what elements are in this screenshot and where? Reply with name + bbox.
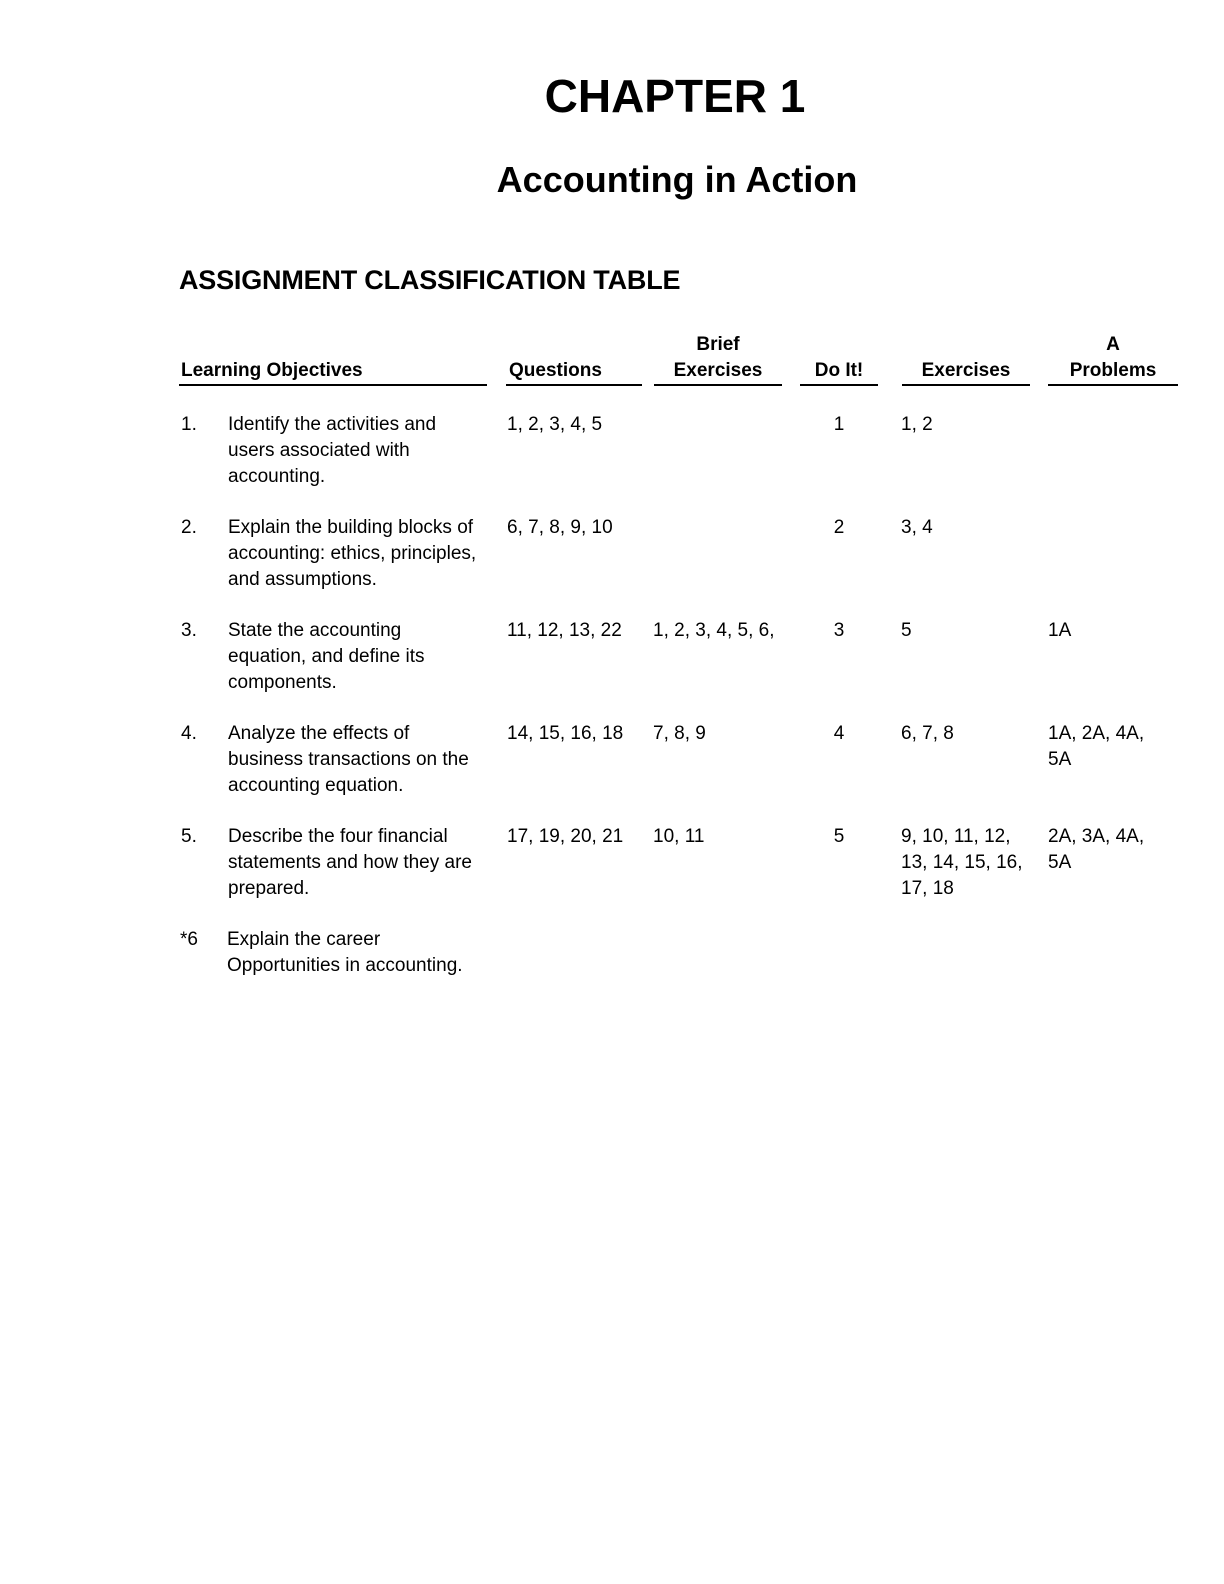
row-brief-exercises: 1, 2, 3, 4, 5, 6, — [653, 620, 775, 641]
row-exercises: 1, 2 — [901, 414, 933, 435]
row-a-problems: 1A, 2A, 4A, 5A — [1048, 723, 1145, 770]
row-doit: 5 — [833, 826, 845, 847]
header-learning-objectives-label: Learning Objectives — [181, 360, 363, 381]
header-brief-top: Brief — [696, 334, 740, 355]
row-exercises: 6, 7, 8 — [901, 723, 954, 744]
row-questions: 17, 19, 20, 21 — [507, 826, 624, 847]
chapter-subtitle: Accounting in Action — [496, 159, 858, 200]
row-brief-exercises: 7, 8, 9 — [653, 723, 706, 744]
row-objective: State the accounting equation, and define its components. — [228, 620, 425, 693]
section-heading: ASSIGNMENT CLASSIFICATION TABLE — [179, 265, 681, 295]
chapter-title: CHAPTER 1 — [544, 70, 806, 122]
row-questions: 11, 12, 13, 22 — [507, 620, 622, 641]
row-doit: 3 — [833, 620, 845, 641]
row-questions: 1, 2, 3, 4, 5 — [507, 414, 603, 435]
row-objective: Describe the four financial statements and how they are prepared. — [228, 826, 472, 899]
row-doit: 2 — [833, 517, 845, 538]
header-a-top: A — [1106, 334, 1120, 355]
row-number: 2. — [181, 517, 197, 538]
row-exercises: 3, 4 — [901, 517, 933, 538]
row-a-problems: 2A, 3A, 4A, 5A — [1048, 826, 1145, 873]
header-doit — [800, 358, 878, 386]
row-number: 1. — [181, 414, 197, 435]
row-questions: 6, 7, 8, 9, 10 — [507, 517, 613, 538]
header-a-bottom: Problems — [1069, 360, 1157, 381]
row-doit: 1 — [833, 414, 845, 435]
row-number: *6 — [180, 929, 198, 950]
header-brief-bottom: Exercises — [673, 360, 763, 381]
row-questions: 14, 15, 16, 18 — [507, 723, 624, 744]
row-objective: Explain the building blocks of accounting: ethics, principles, and assumptions. — [228, 517, 477, 590]
header-doit-label: Do It! — [814, 360, 864, 381]
row-objective: Analyze the effects of business transactions on the accounting equation. — [228, 723, 469, 796]
row-objective: Identify the activities and users associated with accounting. — [228, 414, 437, 487]
row-number: 4. — [181, 723, 197, 744]
row-a-problems: 1A — [1048, 620, 1072, 641]
header-exercises-label: Exercises — [921, 360, 1011, 381]
header-a-problems — [1048, 332, 1178, 386]
row-number: 3. — [181, 620, 197, 641]
header-learning-objectives — [179, 358, 487, 386]
header-questions — [506, 358, 642, 386]
header-brief-exercises — [654, 332, 782, 386]
header-exercises — [902, 358, 1030, 386]
row-exercises: 9, 10, 11, 12, 13, 14, 15, 16, 17, 18 — [901, 826, 1023, 899]
row-objective: Explain the career Opportunities in accounting. — [227, 929, 463, 976]
row-brief-exercises: 10, 11 — [653, 826, 705, 847]
row-number: 5. — [181, 826, 197, 847]
row-doit: 4 — [833, 723, 845, 744]
header-questions-label: Questions — [509, 360, 602, 381]
row-exercises: 5 — [901, 620, 912, 641]
